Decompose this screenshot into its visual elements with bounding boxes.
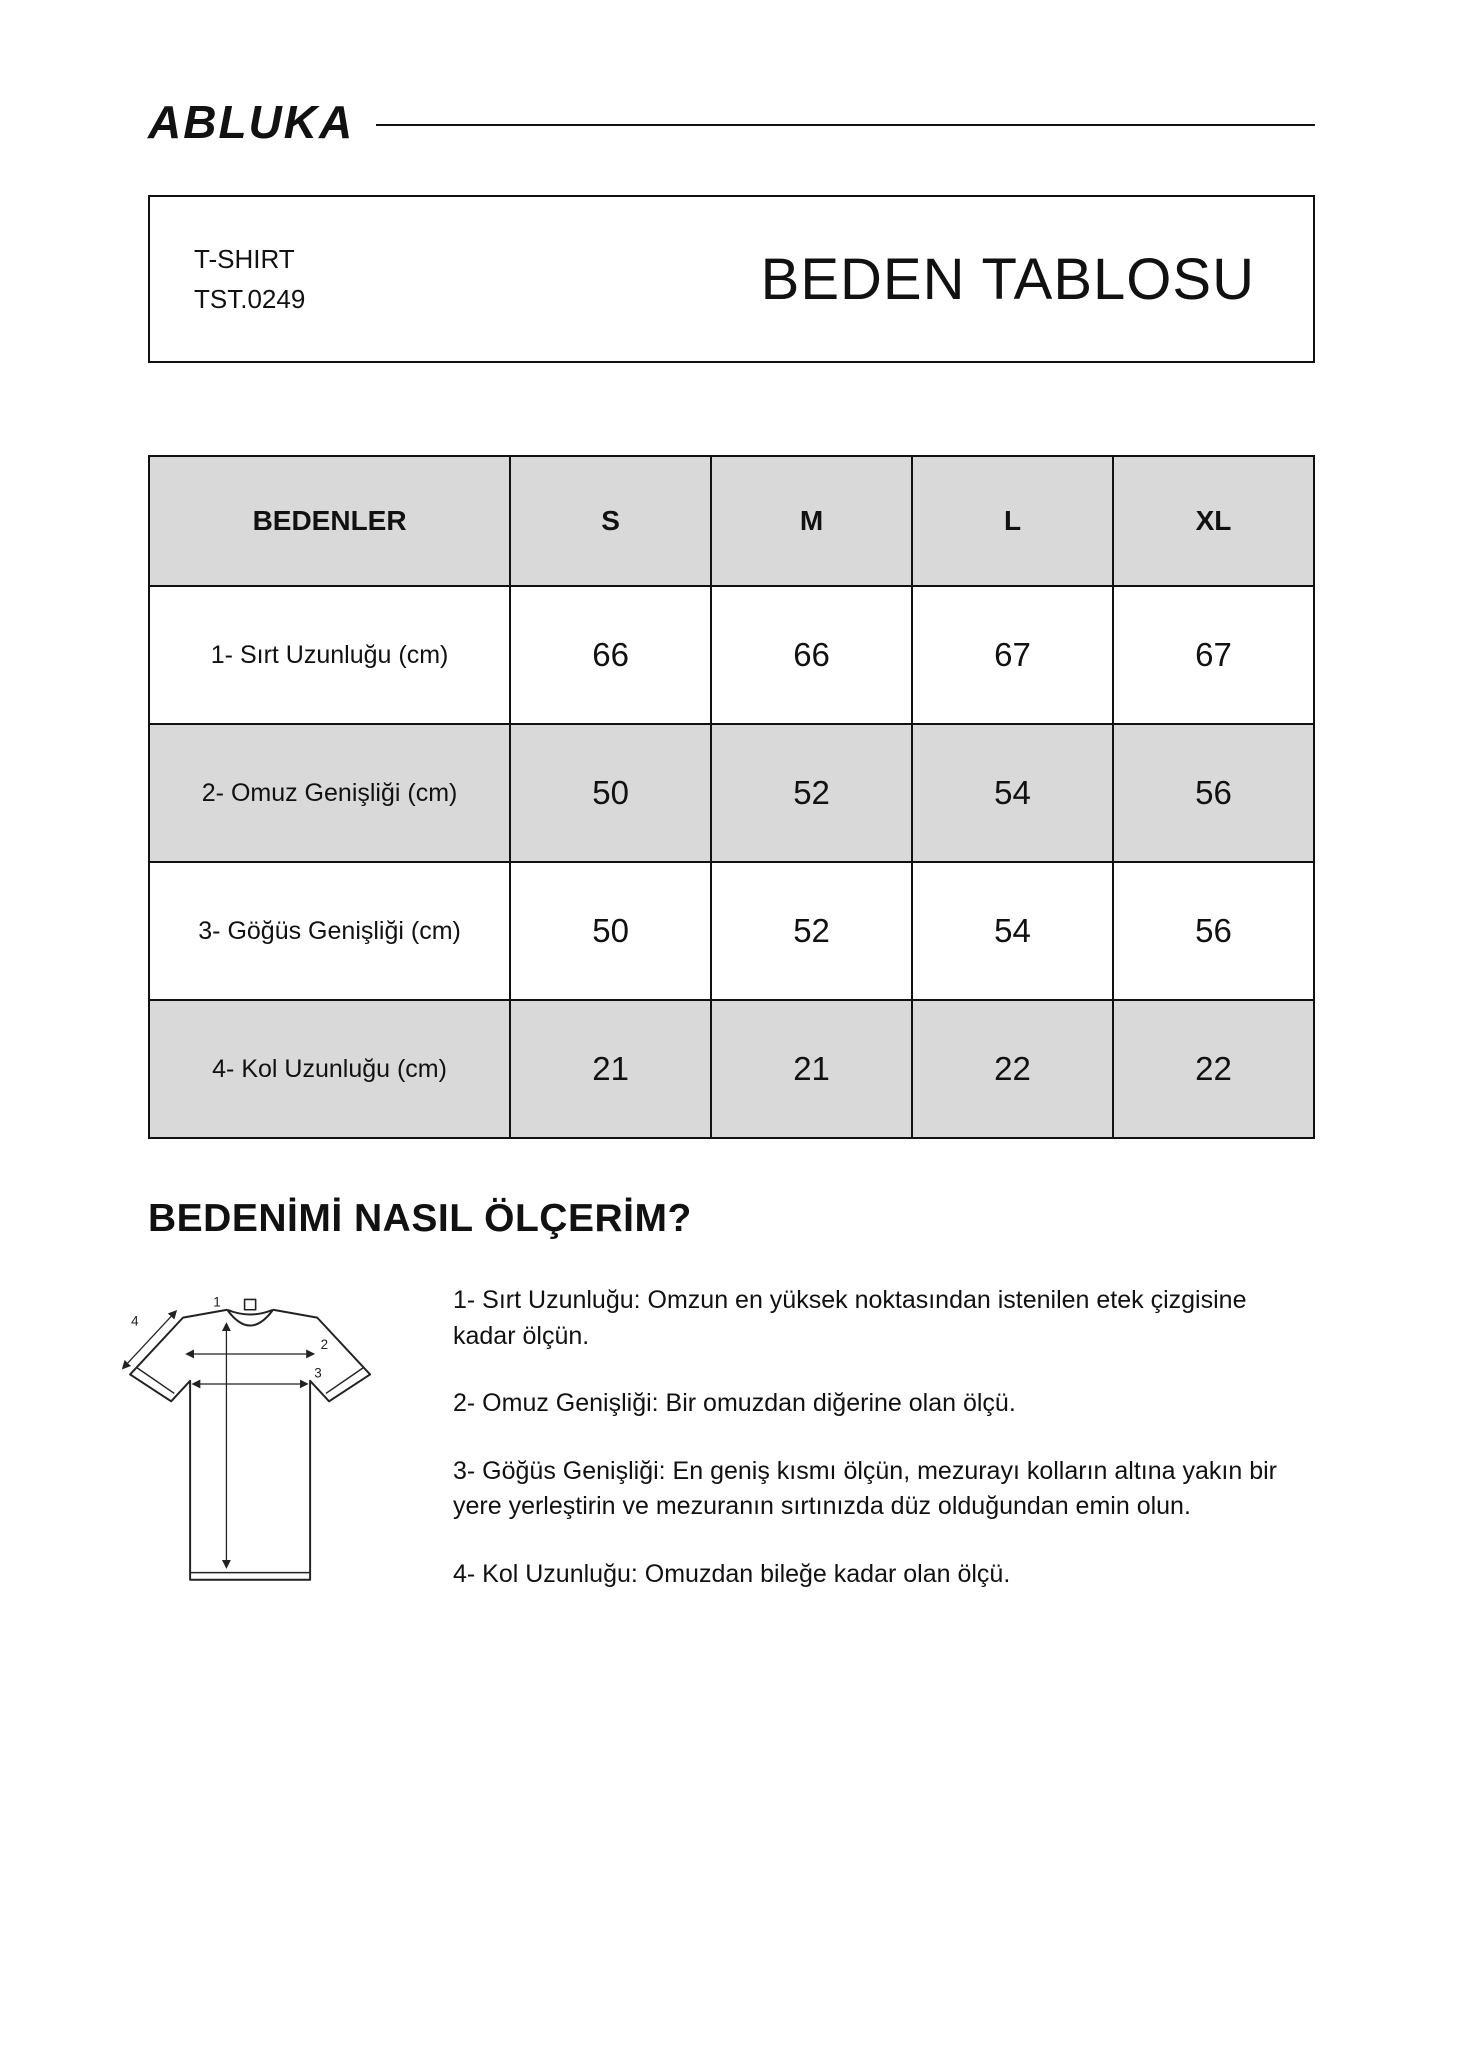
table-header-row <box>149 456 1314 586</box>
measurement-value: 21 <box>711 1000 912 1138</box>
instruction-chest-width: 3- Göğüs Genişliği: En geniş kısmı ölçün, mezurayı kolların altına yakın bir yere yerleştirin ve mezuranın sırtınızda düz olduğundan emin olun. <box>453 1456 1277 1520</box>
table-row <box>149 586 1314 724</box>
brand-header <box>148 95 1315 149</box>
how-to-section <box>131 1275 1315 1614</box>
title-box <box>148 195 1315 363</box>
measurement-value: 52 <box>711 862 912 1000</box>
measurement-label: 3- Göğüs Genişliği (cm) <box>149 862 510 1000</box>
page-title: BEDEN TABLOSU <box>760 246 1255 312</box>
product-type: T-SHIRT <box>194 243 295 274</box>
measurement-label: 1- Sırt Uzunluğu (cm) <box>149 586 510 724</box>
column-header-m: M <box>711 456 912 586</box>
instruction-sleeve-length: 4- Kol Uzunluğu: Omuzdan bileğe kadar olan ölçü. <box>453 1559 1011 1588</box>
measurement-value: 56 <box>1113 862 1314 1000</box>
measurement-labels <box>131 1295 328 1381</box>
size-table <box>148 455 1315 1139</box>
measurement-value: 54 <box>912 724 1113 862</box>
column-header-sizes: BEDENLER <box>149 456 510 586</box>
measurement-value: 54 <box>912 862 1113 1000</box>
product-code: TST.0249 <box>194 284 306 314</box>
table-row <box>149 724 1314 862</box>
column-header-s: S <box>510 456 711 586</box>
measurement-label-1: 1 <box>213 1294 221 1310</box>
column-header-xl: XL <box>1113 456 1314 586</box>
tshirt-measurement-diagram <box>108 1275 408 1614</box>
measurement-label-4: 4 <box>131 1313 139 1329</box>
tshirt-outline <box>130 1299 370 1579</box>
how-to-title: BEDENİMİ NASIL ÖLÇERİM? <box>148 1197 692 1240</box>
measurement-value: 66 <box>711 586 912 724</box>
measurement-instructions <box>453 1275 1315 1592</box>
column-header-l: L <box>912 456 1113 586</box>
measurement-value: 50 <box>510 862 711 1000</box>
table-row <box>149 862 1314 1000</box>
measurement-value: 21 <box>510 1000 711 1138</box>
table-row <box>149 1000 1314 1138</box>
instruction-back-length: 1- Sırt Uzunluğu: Omzun en yüksek noktasından istenilen etek çizgisine kadar ölçün. <box>453 1286 1247 1350</box>
measurement-value: 67 <box>1113 586 1314 724</box>
measurement-value: 50 <box>510 724 711 862</box>
instruction-shoulder-width: 2- Omuz Genişliği: Bir omuzdan diğerine olan ölçü. <box>453 1389 1016 1417</box>
tshirt-diagram-svg <box>108 1275 408 1614</box>
measurement-value: 22 <box>912 1000 1113 1138</box>
product-info <box>194 239 305 320</box>
brand-logo: ABLUKA <box>148 96 355 148</box>
measurement-value: 22 <box>1113 1000 1314 1138</box>
measurement-value: 52 <box>711 724 912 862</box>
measurement-label: 2- Omuz Genişliği (cm) <box>149 724 510 862</box>
measurement-arrows <box>123 1311 313 1567</box>
measurement-label-2: 2 <box>320 1337 329 1353</box>
measurement-value: 66 <box>510 586 711 724</box>
measurement-label-3: 3 <box>314 1365 322 1381</box>
measurement-label: 4- Kol Uzunluğu (cm) <box>149 1000 510 1138</box>
measurement-value: 67 <box>912 586 1113 724</box>
measurement-value: 56 <box>1113 724 1314 862</box>
logo-divider-line <box>376 124 1315 126</box>
